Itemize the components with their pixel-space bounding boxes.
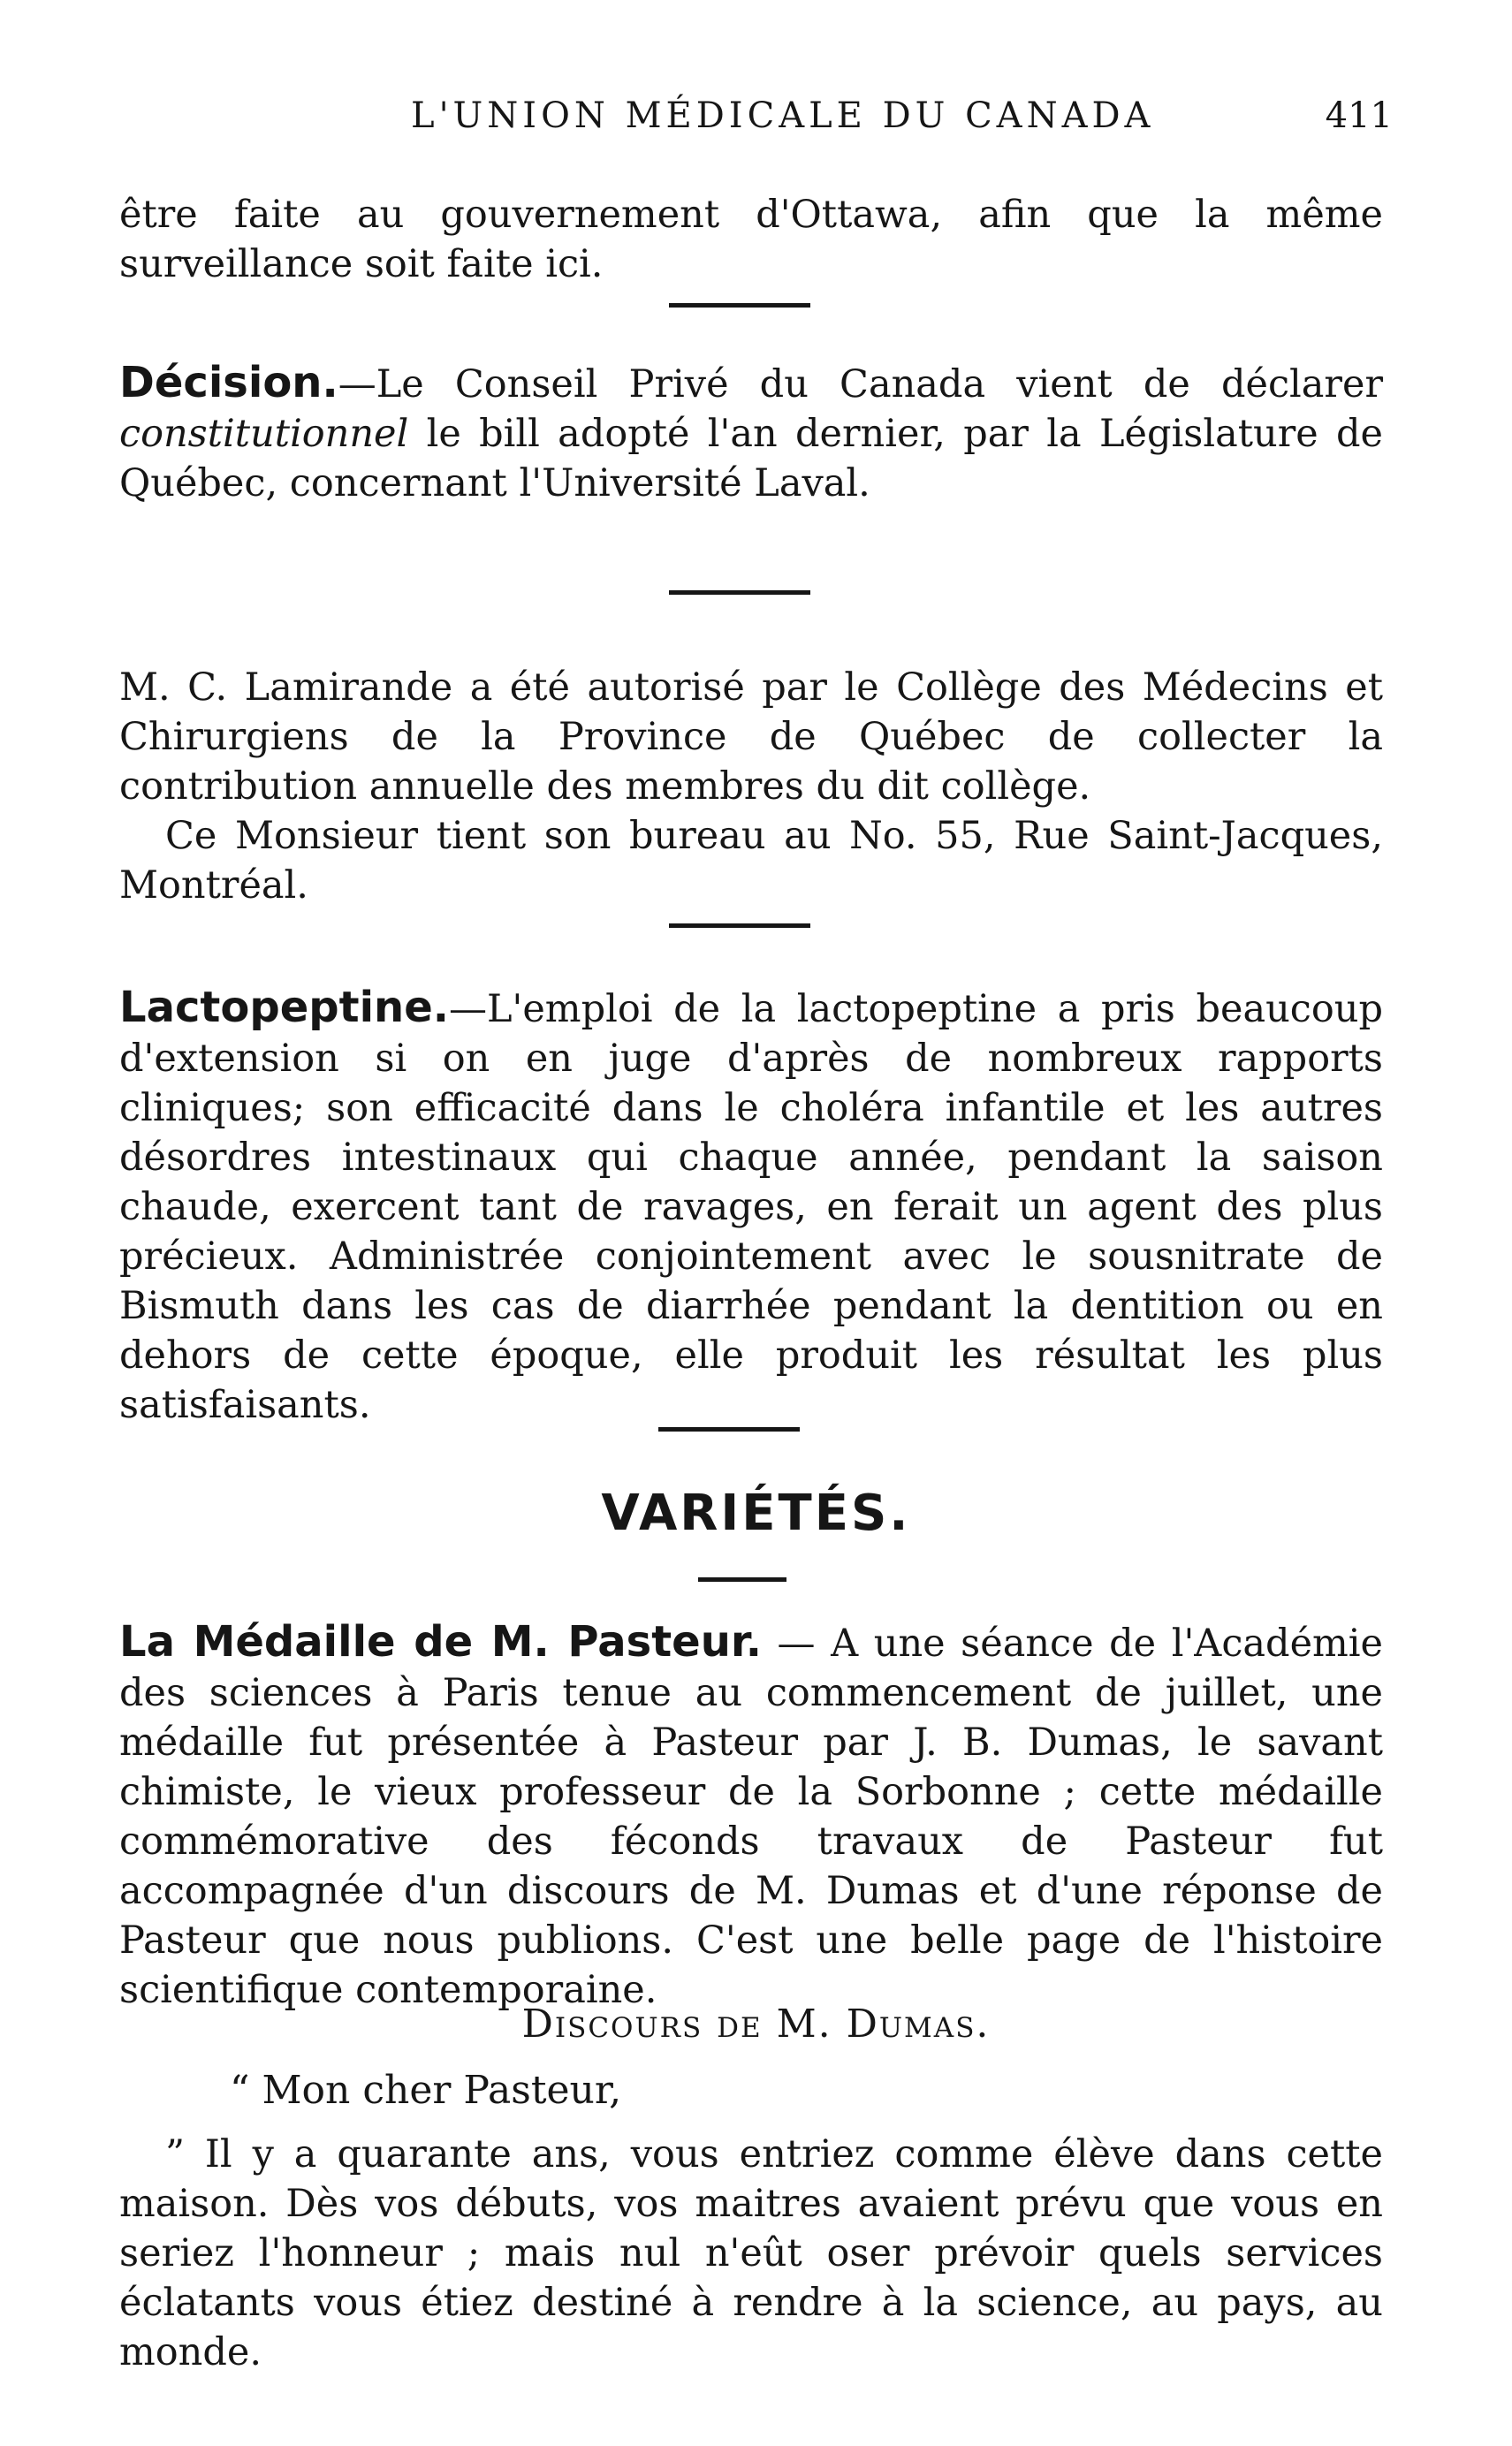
continuation-paragraph: être faite au gouvernement d'Ottawa, afin que la même surveillance soit faite ici.: [119, 193, 1383, 286]
pasteur-text: — A une séance de l'Académie des sciences à Paris tenue au commencement de juillet, une médaille fut présentée à Pasteur par J. B. Dumas, le savant chimiste, le vieux professeur de la Sorbonne ; cette médaille commémorative des féconds travaux de Pasteur fut accompagnée d'un discours de M. Dumas et d'une réponse de Pasteur que nous publions. C'est une belle page de l'histoire scientifique contemporaine.: [119, 1622, 1383, 2012]
varietes-heading: VARIÉTÉS.: [601, 1485, 911, 1542]
section-divider: [669, 590, 810, 595]
running-title: L'UNION MÉDICALE DU CANADA: [411, 95, 1155, 136]
decision-text-after: le bill adopté l'an dernier, par la Législature de Québec, concernant l'Université Laval.: [119, 412, 1383, 505]
page-header: [119, 95, 1393, 148]
section-divider: [669, 303, 810, 308]
section-divider: [658, 1427, 800, 1432]
section-divider: [698, 1577, 786, 1582]
pasteur-paragraph: [119, 1617, 1383, 2015]
page-number: 411: [1325, 95, 1393, 136]
lactopeptine-text: —L'emploi de la lactopeptine a pris beaucoup d'extension si on en juge d'après de nombreux rapports cliniques; son efficacité dans le choléra infantile et les autres désordres intestinaux qui chaque année, pendant la saison chaude, exercent tant de ravages, en ferait un agent des plus précieux. Administrée conjointement avec le sousnitrate de Bismuth dans les cas de diarrhée pendant la dentition ou en dehors de cette époque, elle produit les résultat les plus satisfaisants.: [119, 987, 1383, 1427]
decision-italic: constitutionnel: [119, 412, 409, 456]
decision-heading: Décision.: [119, 358, 338, 407]
discours-title: Discours de M. Dumas.: [521, 2002, 991, 2047]
lactopeptine-paragraph: [119, 983, 1383, 1430]
lamirande-paragraph-1: M. C. Lamirande a été autorisé par le Collège des Médecins et Chirurgiens de la Province de Québec de collecter la contribution annuelle des membres du dit collège.: [119, 665, 1383, 809]
salutation: “ Mon cher Pasteur,: [230, 2068, 622, 2113]
section-divider: [669, 923, 810, 928]
lamirande-paragraph-2: Ce Monsieur tient son bureau au No. 55, Rue Saint-Jacques, Montréal.: [119, 814, 1383, 908]
decision-paragraph: [119, 358, 1383, 508]
pasteur-heading: La Médaille de M. Pasteur.: [119, 1617, 762, 1667]
lactopeptine-heading: Lactopeptine.: [119, 983, 449, 1032]
quote-paragraph: ” Il y a quarante ans, vous entriez comme élève dans cette maison. Dès vos débuts, vos maitres avaient prévu que vous en seriez l'honneur ; mais nul n'eût oser prévoir quels services éclatants vous étiez destiné à rendre à la science, au pays, au monde.: [119, 2132, 1383, 2374]
decision-text-before: —Le Conseil Privé du Canada vient de déclarer: [338, 362, 1383, 406]
